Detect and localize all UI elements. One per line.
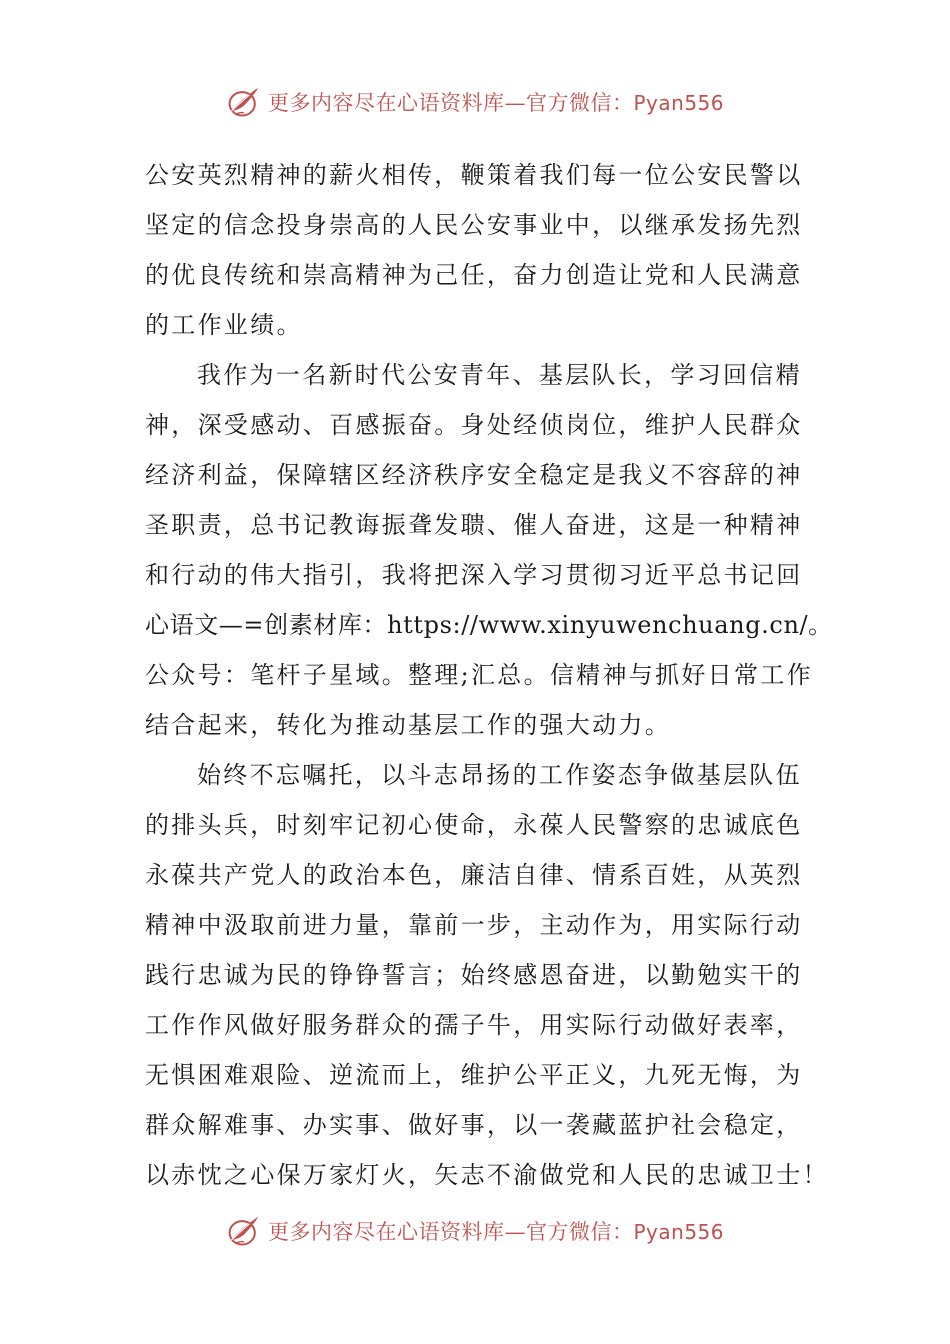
paragraph-line: 群众解难事、办实事、做好事，以一袭藏蓝护社会稳定， <box>145 1111 803 1139</box>
banner-text: 更多内容尽在心语资料库—官方微信：Pyan556 <box>267 1220 724 1244</box>
paragraph-line: 坚定的信念投身崇高的人民公安事业中，以继承发扬先烈 <box>145 211 803 239</box>
document-body <box>145 150 833 1200</box>
banner-text: 更多内容尽在心语资料库—官方微信：Pyan556 <box>267 91 724 115</box>
paragraph-line: 无惧困难艰险、逆流而上，维护公平正义，九死无悔，为 <box>145 1061 803 1089</box>
paragraph-line: 以赤忱之心保万家灯火，矢志不渝做党和人民的忠诚卫士！ <box>145 1161 829 1189</box>
paragraph-line: 始终不忘嘱托，以斗志昂扬的工作姿态争做基层队伍 <box>197 761 802 789</box>
paragraph-line: 的优良传统和崇高精神为己任，奋力创造让党和人民满意 <box>145 261 803 289</box>
paragraph-line: 永葆共产党人的政治本色，廉洁自律、情系百姓，从英烈 <box>145 861 803 889</box>
paragraph-line: 精神中汲取前进力量，靠前一步，主动作为，用实际行动 <box>145 911 803 939</box>
paragraph-line: 神，深受感动、百感振奋。身处经侦岗位，维护人民群众 <box>145 411 803 439</box>
paragraph-line: 经济利益，保障辖区经济秩序安全稳定是我义不容辞的神 <box>145 461 803 489</box>
footer-banner <box>0 1209 950 1253</box>
paragraph-line: 工作作风做好服务群众的孺子牛，用实际行动做好表率， <box>145 1011 803 1039</box>
paragraph-line: 圣职责，总书记教诲振聋发聩、催人奋进，这是一种精神 <box>145 511 803 539</box>
paragraph-line: 的工作业绩。 <box>145 311 303 339</box>
paragraph-line: 和行动的伟大指引，我将把深入学习贯彻习近平总书记回 <box>145 561 803 589</box>
quill-pen-logo-icon <box>226 84 262 120</box>
paragraph-line: 心语文—=创素材库：https://www.xinyuwenchuang.cn/。 <box>145 611 833 639</box>
wechat-id: Pyan556 <box>633 91 724 115</box>
paragraph-line: 公众号：笔杆子星域。整理;汇总。信精神与抓好日常工作 <box>145 661 813 689</box>
paragraph-line: 公安英烈精神的薪火相传，鞭策着我们每一位公安民警以 <box>145 161 803 189</box>
header-banner <box>0 80 950 124</box>
wechat-id: Pyan556 <box>633 1220 724 1244</box>
quill-pen-logo-icon <box>226 1213 262 1249</box>
paragraph-line: 践行忠诚为民的铮铮誓言；始终感恩奋进，以勤勉实干的 <box>145 961 803 989</box>
paragraph-line: 的排头兵，时刻牢记初心使命，永葆人民警察的忠诚底色 <box>145 811 803 839</box>
paragraph-line: 我作为一名新时代公安青年、基层队长，学习回信精 <box>197 361 802 389</box>
paragraph-line: 结合起来，转化为推动基层工作的强大动力。 <box>145 711 671 739</box>
